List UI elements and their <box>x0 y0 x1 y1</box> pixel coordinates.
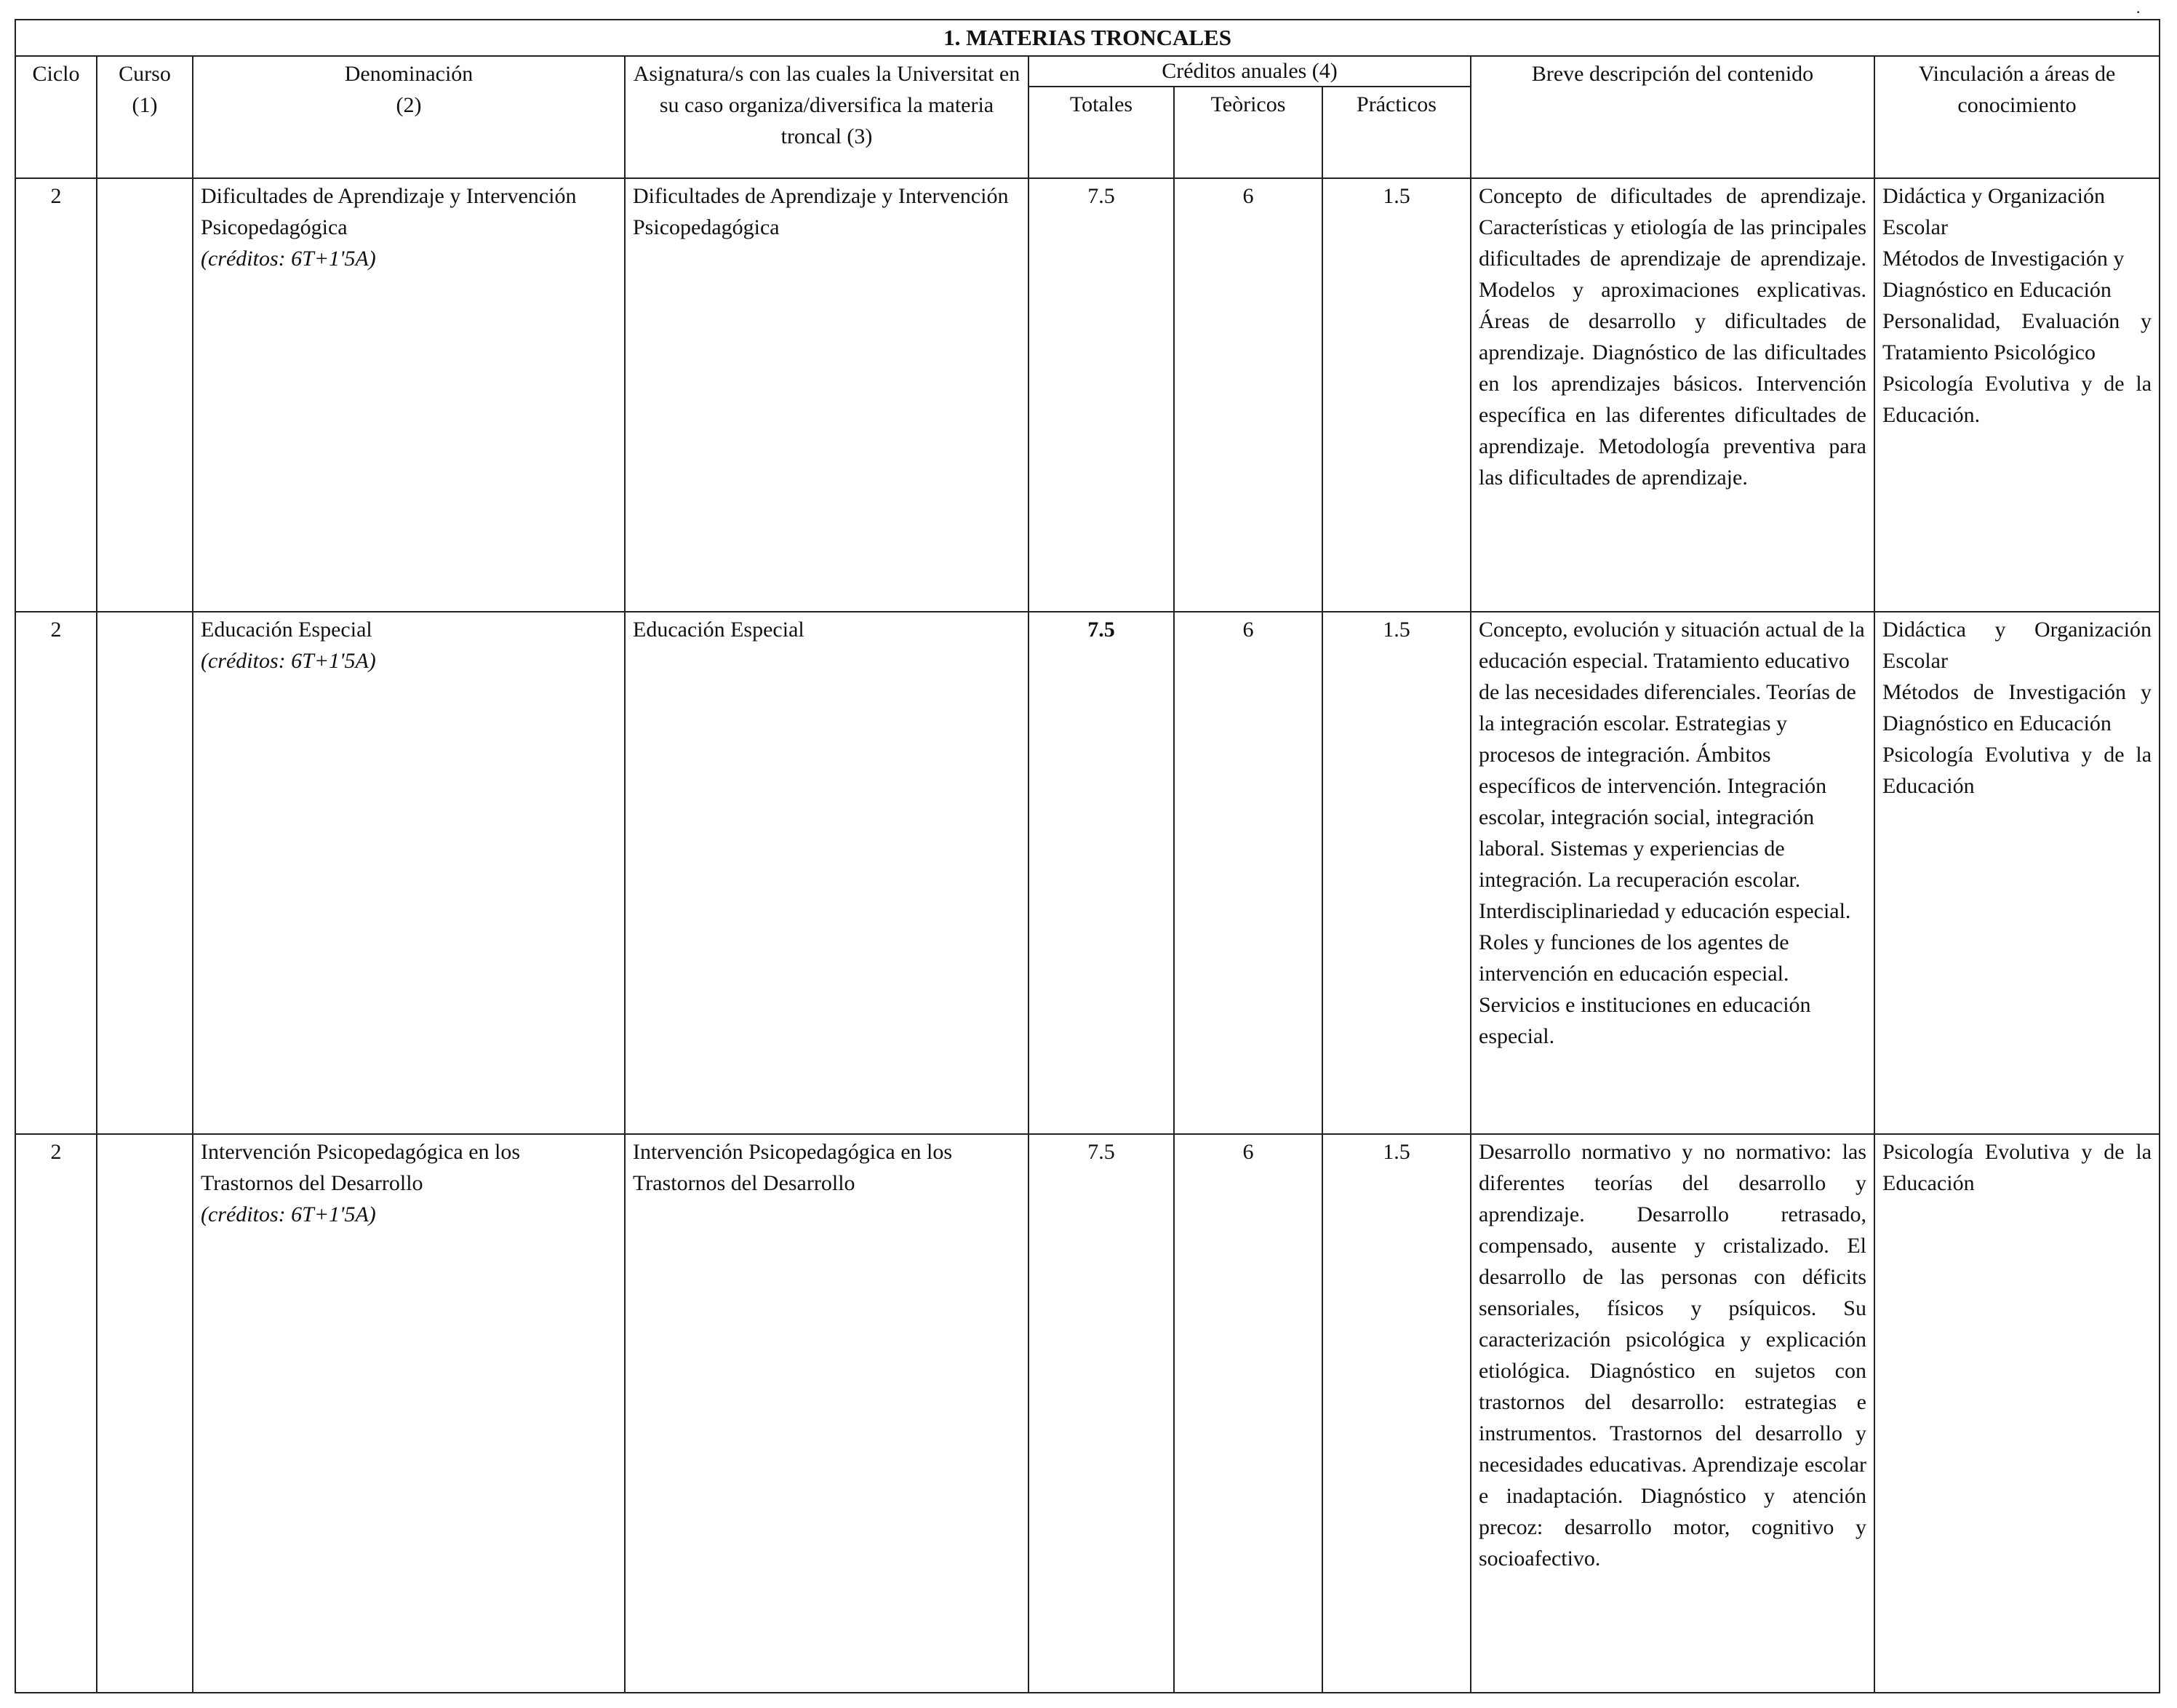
cell-ciclo: 2 <box>15 1134 97 1693</box>
cell-practicos: 1.5 <box>1322 178 1471 612</box>
denominacion-text: Intervención Psicopedagógica en los Trastornos del Desarrollo <box>201 1140 521 1195</box>
table-row <box>15 1134 2160 1693</box>
creditos-note: (créditos: 6T+1'5A) <box>201 247 376 271</box>
document-page <box>15 19 2159 1693</box>
header-creditos: Créditos anuales (4) <box>1028 56 1471 87</box>
cell-asignatura: Intervención Psicopedagógica en los Trastornos del Desarrollo <box>625 1134 1028 1693</box>
header-ciclo: Ciclo <box>15 56 97 178</box>
table-row <box>15 612 2160 1134</box>
cell-vinculacion <box>1874 612 2160 1134</box>
vinculacion-area: Psicología Evolutiva y de la Educación. <box>1882 372 2152 427</box>
cell-ciclo: 2 <box>15 612 97 1134</box>
cell-vinculacion <box>1874 178 2160 612</box>
header-curso-label: Curso <box>119 62 171 86</box>
cell-totales: 7.5 <box>1028 612 1174 1134</box>
cell-ciclo: 2 <box>15 178 97 612</box>
cell-vinculacion <box>1874 1134 2160 1693</box>
header-denominacion-label: Denominación <box>344 62 474 86</box>
cell-totales: 7.5 <box>1028 1134 1174 1693</box>
vinculacion-area: Didáctica y Organización Escolar <box>1882 184 2105 239</box>
vinculacion-area: Personalidad, Evaluación y Tratamiento Psicológico <box>1882 309 2152 364</box>
creditos-note: (créditos: 6T+1'5A) <box>201 1202 376 1226</box>
vinculacion-area: Psicología Evolutiva y de la Educación <box>1882 1140 2152 1195</box>
cell-teoricos: 6 <box>1174 178 1322 612</box>
cell-teoricos: 6 <box>1174 612 1322 1134</box>
cell-asignatura: Educación Especial <box>625 612 1028 1134</box>
cell-denominacion <box>193 612 625 1134</box>
header-curso-note: (1) <box>132 93 158 117</box>
cell-denominacion <box>193 1134 625 1693</box>
materias-troncales-table <box>15 19 2160 1693</box>
cell-curso <box>97 1134 193 1693</box>
header-denominacion-note: (2) <box>396 93 422 117</box>
cell-descripcion: Concepto, evolución y situación actual de la educación especial. Tratamiento educativo de las necesidades diferenciales. Teorías de la integración escolar. Estrategias y procesos de integración. Ámbitos específicos de intervención. Integración escolar, integración social, integración laboral. Sistemas y experiencias de integración. La recuperación escolar. Interdisciplinariedad y educación especial. Roles y funciones de los agentes de intervención en educación especial. Servicios e instituciones en educación especial. <box>1471 612 1874 1134</box>
vinculacion-area: Didáctica y Organización Escolar <box>1882 618 2152 673</box>
cell-practicos: 1.5 <box>1322 612 1471 1134</box>
creditos-note: (créditos: 6T+1'5A) <box>201 649 376 673</box>
cell-descripcion: Desarrollo normativo y no normativo: las diferentes teorías del desarrollo y aprendizaje. Desarrollo retrasado, compensado, ausente y cristalizado. El desarrollo de las personas con déficits sensoriales, físicos y psíquicos. Su caracterización psicológica y explicación etiológica. Diagnóstico en sujetos con trastornos del desarrollo: estrategias e instrumentos. Trastornos del desarrollo y necesidades educativas. Aprendizaje escolar e inadaptación. Diagnóstico y atención precoz: desarrollo motor, cognitivo y socioafectivo. <box>1471 1134 1874 1693</box>
vinculacion-area: Psicología Evolutiva y de la Educación <box>1882 743 2152 798</box>
header-curso <box>97 56 193 178</box>
denominacion-text: Educación Especial <box>201 618 372 642</box>
header-teoricos: Teòricos <box>1174 87 1322 178</box>
cell-denominacion <box>193 178 625 612</box>
denominacion-text: Dificultades de Aprendizaje y Intervención Psicopedagógica <box>201 184 577 239</box>
header-totales: Totales <box>1028 87 1174 178</box>
cell-teoricos: 6 <box>1174 1134 1322 1693</box>
header-denominacion <box>193 56 625 178</box>
cell-curso <box>97 612 193 1134</box>
margin-dot: · <box>2136 3 2141 21</box>
vinculacion-area: Métodos de Investigación y Diagnóstico en Educación <box>1882 247 2125 302</box>
header-descripcion: Breve descripción del contenido <box>1471 56 1874 178</box>
cell-practicos: 1.5 <box>1322 1134 1471 1693</box>
cell-totales: 7.5 <box>1028 178 1174 612</box>
header-asignatura: Asignatura/s con las cuales la Universitat en su caso organiza/diversifica la materia troncal (3) <box>625 56 1028 178</box>
vinculacion-area: Métodos de Investigación y Diagnóstico en Educación <box>1882 680 2152 735</box>
cell-asignatura: Dificultades de Aprendizaje y Intervención Psicopedagógica <box>625 178 1028 612</box>
section-title: 1. MATERIAS TRONCALES <box>15 20 2160 56</box>
cell-curso <box>97 178 193 612</box>
table-row <box>15 178 2160 612</box>
header-vinculacion: Vinculación a áreas de conocimiento <box>1874 56 2160 178</box>
cell-descripcion: Concepto de dificultades de aprendizaje. Características y etiología de las principales dificultades de aprendizaje de aprendizaje. Modelos y aproximaciones explicativas. Áreas de desarrollo y dificultades de aprendizaje. Diagnóstico de las dificultades en los aprendizajes básicos. Intervención específica en las diferentes dificultades de aprendizaje. Metodología preventiva para las dificultades de aprendizaje. <box>1471 178 1874 612</box>
header-practicos: Prácticos <box>1322 87 1471 178</box>
